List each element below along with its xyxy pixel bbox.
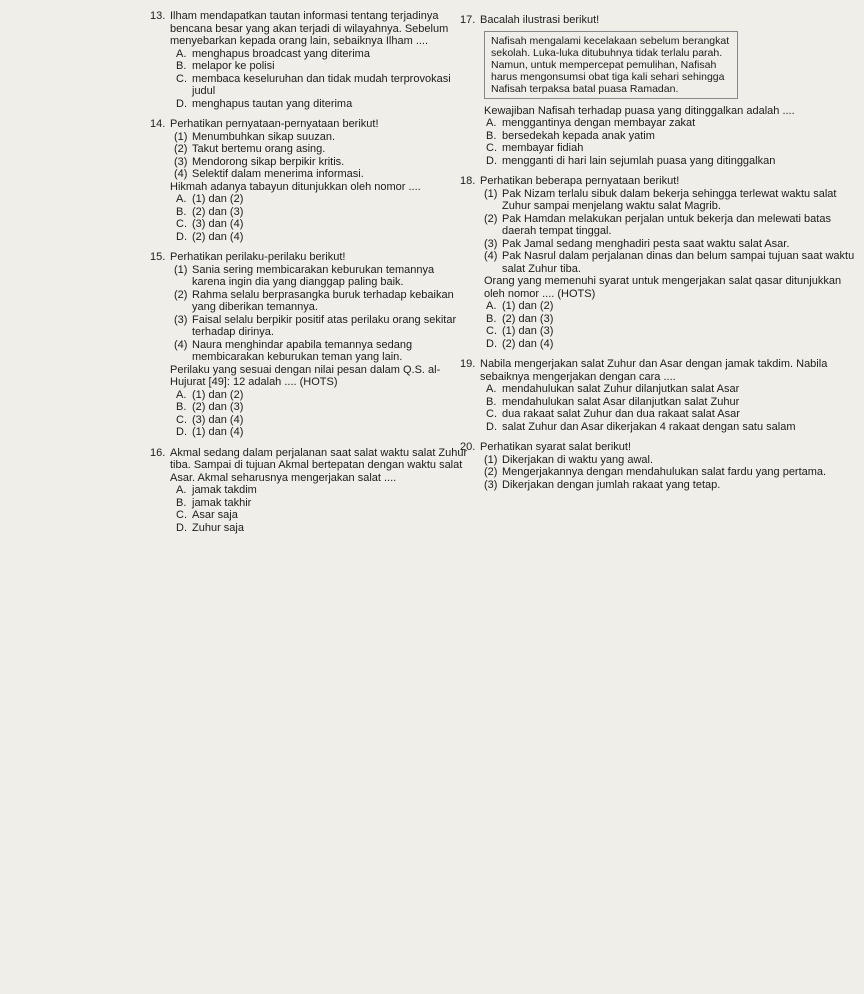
statement-number: (3) xyxy=(174,155,188,168)
question-prompt: Hikmah adanya tabayun ditunjukkan oleh nomor .... xyxy=(170,180,421,193)
option-text: mengganti di hari lain sejumlah puasa yang ditinggalkan xyxy=(502,154,776,167)
statement-number: (1) xyxy=(484,453,498,466)
option-c[interactable] xyxy=(176,73,470,98)
option-text: (2) dan (4) xyxy=(192,230,244,243)
option-d[interactable] xyxy=(176,98,470,111)
statement-text: Pak Nasrul dalam perjalanan dinas dan belum sampai tujuan saat waktu salat Zuhur tiba. xyxy=(502,250,855,275)
question-number: 17. xyxy=(460,14,476,26)
question-15 xyxy=(150,251,470,439)
statement xyxy=(174,143,470,156)
question-number: 13. xyxy=(150,10,166,22)
statement-number: (1) xyxy=(174,263,188,276)
options xyxy=(176,484,470,534)
option-c[interactable] xyxy=(176,218,470,231)
option-text: jamak takhir xyxy=(192,496,252,509)
option-label: B. xyxy=(176,205,187,218)
options xyxy=(176,193,470,243)
option-label: D. xyxy=(486,420,497,433)
option-text: (1) dan (4) xyxy=(192,426,244,438)
options xyxy=(486,383,860,433)
statements xyxy=(484,188,860,276)
option-text: (2) dan (3) xyxy=(502,312,554,325)
illustration-box: Nafisah mengalami kecelakaan sebelum berangkat sekolah. Luka-luka ditubuhnya tidak terlalu parah. Namun, untuk mempercepat pemulihan, Nafisah harus mengonsumsi obat tiga kali sehari sehingga Nafisah terpaksa batal puasa Ramadan. xyxy=(484,31,738,99)
option-d[interactable] xyxy=(486,155,860,168)
option-b[interactable] xyxy=(486,130,860,143)
option-a[interactable] xyxy=(176,389,470,402)
option-label: A. xyxy=(486,383,497,395)
statement-text: Faisal selalu berpikir positif atas perilaku orang sekitar terhadap dirinya. xyxy=(192,313,457,338)
question-18 xyxy=(460,175,860,350)
option-text: bersedekah kepada anak yatim xyxy=(502,129,655,142)
statement xyxy=(174,264,470,289)
option-b[interactable] xyxy=(176,497,470,510)
statement-text: Pak Jamal sedang menghadiri pesta saat waktu salat Asar. xyxy=(502,237,790,250)
question-number: 15. xyxy=(150,251,166,263)
statement-text: Selektif dalam menerima informasi. xyxy=(192,168,364,180)
option-b[interactable] xyxy=(176,401,470,414)
option-label: A. xyxy=(176,47,187,60)
option-label: B. xyxy=(486,129,497,142)
options xyxy=(486,117,860,167)
statement-number: (4) xyxy=(174,168,188,180)
statement-number: (1) xyxy=(484,187,498,200)
option-text: mendahulukan salat Zuhur dilanjutkan salat Asar xyxy=(502,383,740,395)
option-text: menggantinya dengan membayar zakat xyxy=(502,117,696,129)
option-label: C. xyxy=(486,142,497,154)
option-text: salat Zuhur dan Asar dikerjakan 4 rakaat dengan satu salam xyxy=(502,420,796,433)
statement-text: Pak Nizam terlalu sibuk dalam bekerja sehingga terlewat waktu salat Zuhur sampai menjelang waktu salat Magrib. xyxy=(502,187,837,212)
option-label: B. xyxy=(486,312,497,325)
statement-number: (4) xyxy=(174,338,188,351)
option-text: (2) dan (4) xyxy=(502,337,554,350)
option-c[interactable] xyxy=(486,142,860,155)
statement-number: (3) xyxy=(484,478,498,491)
statement xyxy=(484,213,860,238)
question-text: Akmal sedang dalam perjalanan saat salat waktu salat Zuhur tiba. Sampai di tujuan Akmal bertepatan dengan waktu salat Asar. Akmal seharusnya mengerjakan salat .... xyxy=(170,446,468,484)
option-label: B. xyxy=(486,395,497,408)
option-a[interactable] xyxy=(486,300,860,313)
option-text: (1) dan (2) xyxy=(502,300,554,312)
option-text: Zuhur saja xyxy=(192,521,244,534)
question-17 xyxy=(460,14,860,167)
option-label: B. xyxy=(176,401,187,413)
option-label: D. xyxy=(176,521,187,534)
option-text: membayar fidiah xyxy=(502,142,584,154)
statement-number: (2) xyxy=(484,466,498,478)
option-label: B. xyxy=(176,60,187,72)
statement xyxy=(484,188,860,213)
question-text: Perhatikan pernyataan-pernyataan berikut! xyxy=(170,118,379,130)
option-text: (3) dan (4) xyxy=(192,413,244,426)
option-label: D. xyxy=(486,337,497,350)
option-a[interactable] xyxy=(176,484,470,497)
option-d[interactable] xyxy=(486,338,860,351)
statements xyxy=(484,454,860,492)
options xyxy=(176,389,470,439)
statement-text: Dikerjakan dengan jumlah rakaat yang tetap. xyxy=(502,478,721,491)
option-label: A. xyxy=(176,388,187,401)
options xyxy=(176,48,470,111)
option-label: C. xyxy=(176,72,187,85)
option-a[interactable] xyxy=(486,383,860,396)
question-number: 20. xyxy=(460,441,476,453)
statement-text: Mengerjakannya dengan mendahulukan salat fardu yang pertama. xyxy=(502,466,827,478)
option-label: A. xyxy=(176,193,187,205)
option-c[interactable] xyxy=(176,509,470,522)
statement-number: (2) xyxy=(174,143,188,155)
statement-number: (3) xyxy=(484,237,498,250)
statement xyxy=(174,156,470,169)
statement xyxy=(174,131,470,144)
statements xyxy=(174,131,470,181)
statement-text: Sania sering membicarakan keburukan temannya karena ingin dia yang dianggap paling baik. xyxy=(192,263,435,288)
statement xyxy=(484,479,860,492)
option-text: (1) dan (3) xyxy=(502,325,554,337)
option-label: D. xyxy=(486,154,497,167)
option-a[interactable] xyxy=(486,117,860,130)
option-label: D. xyxy=(176,230,187,243)
question-text: Perhatikan perilaku-perilaku berikut! xyxy=(170,251,346,263)
option-text: menghapus broadcast yang diterima xyxy=(192,47,370,60)
right-column xyxy=(460,14,860,499)
option-label: A. xyxy=(176,484,187,496)
options xyxy=(486,300,860,350)
option-text: (1) dan (2) xyxy=(192,193,244,205)
question-20 xyxy=(460,441,860,491)
option-c[interactable] xyxy=(486,325,860,338)
statement-number: (2) xyxy=(174,288,188,301)
option-b[interactable] xyxy=(176,60,470,73)
option-text: (1) dan (2) xyxy=(192,388,244,401)
option-c[interactable] xyxy=(176,414,470,427)
option-d[interactable] xyxy=(176,231,470,244)
statement-number: (1) xyxy=(174,130,188,143)
statement-text: Rahma selalu berprasangka buruk terhadap kebaikan yang diberikan temannya. xyxy=(192,288,454,313)
option-label: C. xyxy=(486,408,497,420)
question-prompt: Kewajiban Nafisah terhadap puasa yang ditinggalkan adalah .... xyxy=(484,104,795,117)
option-a[interactable] xyxy=(176,48,470,61)
statement-text: Naura menghindar apabila temannya sedang membicarakan keburukan teman yang lain. xyxy=(192,338,413,363)
statement-text: Takut bertemu orang asing. xyxy=(192,143,326,155)
question-number: 18. xyxy=(460,175,476,187)
question-13 xyxy=(150,10,470,110)
statement-text: Pak Hamdan melakukan perjalan untuk bekerja dan melewati batas daerah tempat tinggal. xyxy=(502,212,831,237)
question-text: Nabila mengerjakan salat Zuhur dan Asar dengan jamak takdim. Nabila sebaiknya mengerjakan dengan cara .... xyxy=(480,358,828,383)
question-number: 16. xyxy=(150,446,166,459)
question-text: Bacalah ilustrasi berikut! xyxy=(480,14,600,26)
option-text: melapor ke polisi xyxy=(192,60,275,72)
option-text: membaca keseluruhan dan tidak mudah terprovokasi judul xyxy=(192,72,451,97)
statement-number: (2) xyxy=(484,212,498,225)
option-d[interactable] xyxy=(176,522,470,535)
statement xyxy=(484,454,860,467)
statement-text: Mendorong sikap berpikir kritis. xyxy=(192,155,345,168)
question-number: 14. xyxy=(150,118,166,130)
option-label: B. xyxy=(176,496,187,509)
statements xyxy=(174,264,470,364)
option-text: Asar saja xyxy=(192,509,238,521)
option-text: jamak takdim xyxy=(192,484,257,496)
option-c[interactable] xyxy=(486,408,860,421)
option-label: A. xyxy=(486,117,497,129)
statement-number: (4) xyxy=(484,250,498,262)
option-text: mendahulukan salat Asar dilanjutkan salat Zuhur xyxy=(502,395,740,408)
left-column xyxy=(150,10,470,542)
statement xyxy=(484,466,860,479)
statement xyxy=(174,289,470,314)
statement xyxy=(174,314,470,339)
option-d[interactable] xyxy=(486,421,860,434)
statement-text: Dikerjakan di waktu yang awal. xyxy=(502,453,654,466)
option-label: C. xyxy=(176,218,187,230)
question-text: Ilham mendapatkan tautan informasi tentang terjadinya bencana besar yang akan terjadi di wilayahnya. Sebelum menyebarkan kepada orang lain, sebaiknya Ilham .... xyxy=(170,10,449,47)
question-prompt: Orang yang memenuhi syarat untuk mengerjakan salat qasar ditunjukkan oleh nomor .... (HOTS) xyxy=(484,275,842,300)
statement xyxy=(484,250,860,275)
question-16 xyxy=(150,447,470,535)
option-text: (2) dan (3) xyxy=(192,205,244,218)
question-number: 19. xyxy=(460,358,476,370)
option-label: A. xyxy=(486,300,497,312)
option-b[interactable] xyxy=(176,206,470,219)
option-label: D. xyxy=(176,426,187,438)
option-b[interactable] xyxy=(486,396,860,409)
option-d[interactable] xyxy=(176,426,470,439)
option-label: C. xyxy=(176,413,187,426)
statement xyxy=(484,238,860,251)
option-text: (2) dan (3) xyxy=(192,401,244,413)
question-text: Perhatikan syarat salat berikut! xyxy=(480,441,632,453)
question-text: Perhatikan beberapa pernyataan berikut! xyxy=(480,175,680,187)
option-label: C. xyxy=(176,509,187,521)
option-text: (3) dan (4) xyxy=(192,218,244,230)
statement xyxy=(174,168,470,181)
option-b[interactable] xyxy=(486,313,860,326)
question-14 xyxy=(150,118,470,243)
option-label: C. xyxy=(486,325,497,337)
statement-number: (3) xyxy=(174,313,188,326)
question-prompt: Perilaku yang sesuai dengan nilai pesan dalam Q.S. al-Hujurat [49]: 12 adalah .... (HOTS) xyxy=(170,363,441,388)
question-19 xyxy=(460,358,860,433)
option-text: menghapus tautan yang diterima xyxy=(192,97,353,110)
statement-text: Menumbuhkan sikap suuzan. xyxy=(192,130,336,143)
option-label: D. xyxy=(176,97,187,110)
option-text: dua rakaat salat Zuhur dan dua rakaat salat Asar xyxy=(502,408,740,420)
statement xyxy=(174,339,470,364)
option-a[interactable] xyxy=(176,193,470,206)
